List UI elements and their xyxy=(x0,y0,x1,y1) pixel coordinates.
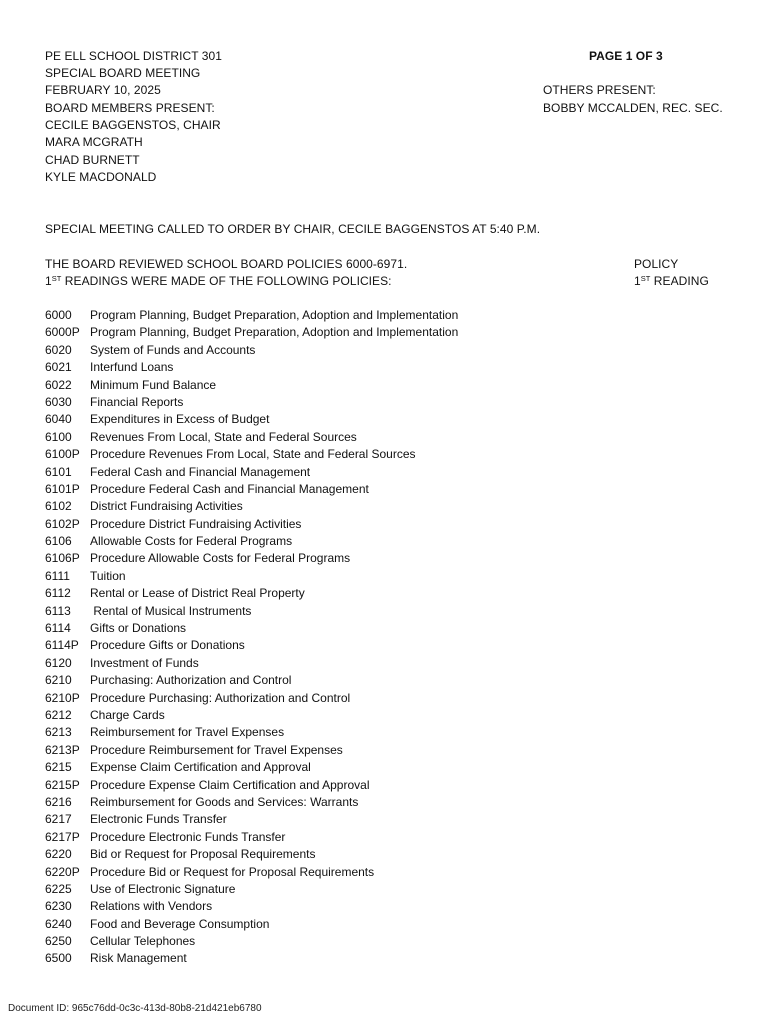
page-number: PAGE 1 OF 3 xyxy=(589,49,663,63)
policy-title: Procedure District Fundraising Activities xyxy=(90,516,302,531)
others-present-label: OTHERS PRESENT: xyxy=(543,83,656,97)
policy-title: Tuition xyxy=(90,568,126,583)
policy-number: 6250 xyxy=(45,934,72,949)
member-name: KYLE MACDONALD xyxy=(45,170,157,184)
policy-number: 6217P xyxy=(45,829,80,844)
policy-title: Program Planning, Budget Preparation, Adoption and Implementation xyxy=(90,308,459,322)
policy-number: 6000P xyxy=(45,325,80,340)
policy-number: 6210 xyxy=(45,673,72,688)
policy-title: Expense Claim Certification and Approval xyxy=(90,760,311,775)
readings-statement xyxy=(45,274,392,290)
policy-title: Procedure Revenues From Local, State and Federal Sources xyxy=(90,447,416,462)
district-name: PE ELL SCHOOL DISTRICT 301 xyxy=(45,49,222,63)
policy-number: 6114 xyxy=(45,621,71,636)
policy-title: Investment of Funds xyxy=(90,655,199,670)
policy-number: 6210P xyxy=(45,690,80,705)
member-name: MARA MCGRATH xyxy=(45,135,143,149)
policy-title: Minimum Fund Balance xyxy=(90,377,217,392)
document-id: Document ID: 965c76dd-0c3c-413d-80b8-21d421eb6780 xyxy=(8,1003,262,1014)
policy-title: Relations with Vendors xyxy=(90,899,213,914)
policy-title: Federal Cash and Financial Management xyxy=(90,464,311,479)
policy-title: Interfund Loans xyxy=(90,360,174,375)
policy-number: 6220 xyxy=(45,847,72,862)
policy-number: 6215 xyxy=(45,760,72,775)
policy-number: 6100P xyxy=(45,447,80,462)
policy-title: Risk Management xyxy=(90,951,187,966)
policy-title: Charge Cards xyxy=(90,707,165,722)
policy-number: 6230 xyxy=(45,899,72,914)
review-statement: THE BOARD REVIEWED SCHOOL BOARD POLICIES 6000-6971. xyxy=(45,257,408,271)
policy-number: 6213P xyxy=(45,742,80,757)
policy-title: Expenditures in Excess of Budget xyxy=(90,412,270,427)
policy-number: 6030 xyxy=(45,394,72,409)
ordinal-number: 1 xyxy=(45,274,52,288)
member-name: CECILE BAGGENSTOS, CHAIR xyxy=(45,118,221,132)
reading-text: READING xyxy=(650,274,709,288)
ordinal-number: 1 xyxy=(634,274,641,288)
policy-title: Gifts or Donations xyxy=(90,621,187,636)
policy-title: Procedure Federal Cash and Financial Management xyxy=(90,481,369,496)
policy-title: Financial Reports xyxy=(90,394,184,409)
policy-number: 6212 xyxy=(45,707,72,722)
reading-column-label xyxy=(634,274,709,290)
members-present-label: BOARD MEMBERS PRESENT: xyxy=(45,101,215,115)
policy-title: Procedure Reimbursement for Travel Expenses xyxy=(90,742,343,757)
policy-title: Program Planning, Budget Preparation, Adoption and Implementation xyxy=(90,325,459,340)
policy-number: 6225 xyxy=(45,881,72,896)
readings-text: READINGS WERE MADE OF THE FOLLOWING POLICIES: xyxy=(61,274,392,288)
policy-number: 6215P xyxy=(45,777,80,792)
policy-column-label: POLICY xyxy=(634,257,679,271)
meeting-date: FEBRUARY 10, 2025 xyxy=(45,83,161,97)
meeting-type: SPECIAL BOARD MEETING xyxy=(45,66,201,80)
policy-number: 6217 xyxy=(45,812,72,827)
policy-title: System of Funds and Accounts xyxy=(90,342,256,357)
others-present-name: BOBBY MCCALDEN, REC. SEC. xyxy=(543,101,723,115)
policy-number: 6114P xyxy=(45,638,79,653)
policy-number: 6216 xyxy=(45,794,72,809)
policy-title: Procedure Purchasing: Authorization and Control xyxy=(90,690,351,705)
policy-title: Bid or Request for Proposal Requirements xyxy=(90,847,316,862)
policy-number: 6020 xyxy=(45,342,72,357)
policy-title: Use of Electronic Signature xyxy=(90,881,236,896)
policy-title: Procedure Allowable Costs for Federal Programs xyxy=(90,551,351,566)
policy-number: 6021 xyxy=(45,360,72,375)
policy-title: Cellular Telephones xyxy=(90,934,196,949)
policy-title: Allowable Costs for Federal Programs xyxy=(90,534,293,549)
policy-number: 6102P xyxy=(45,516,80,531)
policy-number: 6100 xyxy=(45,429,72,444)
policy-title: Procedure Bid or Request for Proposal Requirements xyxy=(90,864,375,879)
policy-title: Food and Beverage Consumption xyxy=(90,916,270,931)
policy-number: 6113 xyxy=(45,603,71,618)
policy-number: 6101 xyxy=(45,464,72,479)
policy-title: Revenues From Local, State and Federal Sources xyxy=(90,429,357,444)
policy-title: Procedure Expense Claim Certification and Approval xyxy=(90,777,370,792)
policy-number: 6106P xyxy=(45,551,80,566)
policy-title: Reimbursement for Travel Expenses xyxy=(90,725,285,740)
policy-number: 6022 xyxy=(45,377,72,392)
policy-number: 6220P xyxy=(45,864,80,879)
policy-number: 6120 xyxy=(45,655,72,670)
policy-title: Purchasing: Authorization and Control xyxy=(90,673,292,688)
policy-number: 6102 xyxy=(45,499,72,514)
call-to-order: SPECIAL MEETING CALLED TO ORDER BY CHAIR, CECILE BAGGENSTOS AT 5:40 P.M. xyxy=(45,222,541,236)
policy-number: 6000 xyxy=(45,308,72,322)
policy-title: Electronic Funds Transfer xyxy=(90,812,227,827)
ordinal-suffix: ST xyxy=(640,274,651,283)
policy-number: 6040 xyxy=(45,412,72,427)
member-name: CHAD BURNETT xyxy=(45,153,140,167)
policy-number: 6101P xyxy=(45,481,80,496)
policy-number: 6112 xyxy=(45,586,71,601)
policy-title: Procedure Electronic Funds Transfer xyxy=(90,829,286,844)
policy-title: Rental or Lease of District Real Property xyxy=(90,586,305,601)
policy-title: Reimbursement for Goods and Services: Warrants xyxy=(90,794,359,809)
policy-title: Rental of Musical Instruments xyxy=(90,603,252,618)
policy-number: 6240 xyxy=(45,916,72,931)
policy-number: 6111 xyxy=(45,568,70,583)
policy-number: 6500 xyxy=(45,951,72,966)
policy-number: 6106 xyxy=(45,534,72,549)
policy-title: District Fundraising Activities xyxy=(90,499,243,514)
policy-title: Procedure Gifts or Donations xyxy=(90,638,245,653)
policy-number: 6213 xyxy=(45,725,72,740)
ordinal-suffix: ST xyxy=(51,274,62,283)
